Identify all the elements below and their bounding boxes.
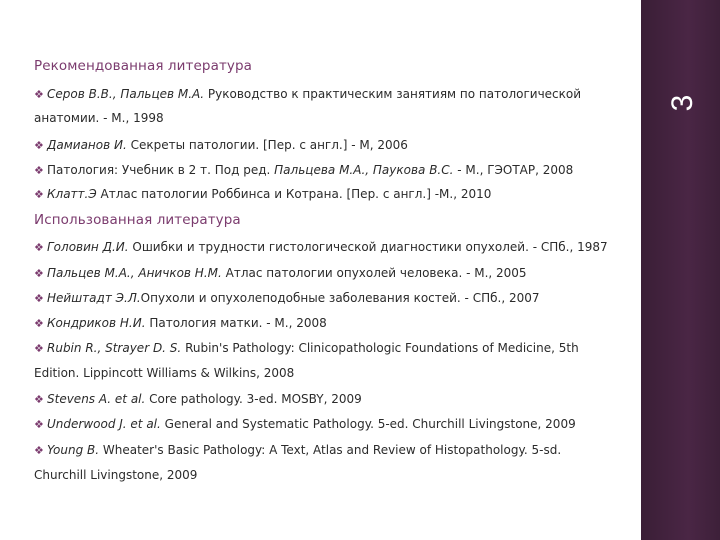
ref-item	[34, 266, 527, 280]
ref-text: Core pathology. 3-ed. MOSBY, 2009	[145, 392, 362, 406]
ref-text: Секреты патологии. [Пер. с англ.] - М, 2006	[126, 138, 408, 152]
ref-text: Wheater's Basic Pathology: A Text, Atlas and Review of Histopathology. 5-sd.	[99, 443, 562, 457]
ref-item-continuation: Churchill Livingstone, 2009	[34, 468, 198, 482]
bullet-icon: ❖	[34, 317, 44, 330]
ref-text: Ошибки и трудности гистологической диагностики опухолей. - СПб., 1987	[128, 240, 608, 254]
ref-text: Rubin's Pathology: Clinicopathologic Foundations of Medicine, 5th	[181, 341, 579, 355]
ref-author: Дамианов И.	[47, 138, 127, 152]
ref-author: Кондриков Н.И.	[47, 316, 146, 330]
ref-author: Пальцев М.А., Аничков Н.М.	[47, 266, 222, 280]
ref-item	[34, 138, 408, 152]
ref-item-continuation: анатомии. - М., 1998	[34, 111, 164, 125]
recommended-heading: Рекомендованная литература	[34, 58, 253, 74]
ref-text: Опухоли и опухолеподобные заболевания костей. - СПб., 2007	[140, 291, 540, 305]
ref-text: Атлас патологии опухолей человека. - М., 2005	[221, 266, 527, 280]
used-heading: Использованная литература	[34, 212, 241, 228]
ref-item	[34, 187, 491, 201]
ref-item	[34, 443, 561, 457]
slide-number	[641, 72, 720, 132]
ref-item	[34, 163, 573, 177]
ref-author: Головин Д.И.	[47, 240, 129, 254]
ref-text: General and Systematic Pathology. 5-ed. Churchill Livingstone, 2009	[160, 417, 576, 431]
ref-author: Rubin R., Strayer D. S.	[47, 341, 182, 355]
bullet-icon: ❖	[34, 393, 44, 406]
ref-item	[34, 417, 576, 431]
bullet-icon: ❖	[34, 267, 44, 280]
ref-author: Пальцева М.А., Паукова В.С.	[274, 163, 454, 177]
ref-item	[34, 316, 327, 330]
ref-item	[34, 392, 362, 406]
bullet-icon: ❖	[34, 241, 44, 254]
bullet-icon: ❖	[34, 292, 44, 305]
ref-author: Нейштадт Э.Л.	[47, 291, 141, 305]
ref-item	[34, 87, 581, 101]
ref-author: Клатт.Э	[47, 187, 97, 201]
ref-text: Руководство к практическим занятиям по патологической	[204, 87, 582, 101]
bullet-icon: ❖	[34, 418, 44, 431]
ref-prefix: Патология: Учебник в 2 т. Под ред.	[47, 163, 275, 177]
bullet-icon: ❖	[34, 188, 44, 201]
ref-author: Underwood J. et al.	[47, 417, 161, 431]
ref-item-continuation: Edition. Lippincott Williams & Wilkins, 2008	[34, 366, 295, 380]
bullet-icon: ❖	[34, 342, 44, 355]
bullet-icon: ❖	[34, 444, 44, 457]
ref-item	[34, 291, 539, 305]
bullet-icon: ❖	[34, 164, 44, 177]
ref-author: Young B.	[47, 443, 100, 457]
ref-item	[34, 341, 579, 355]
ref-item	[34, 240, 608, 254]
bullet-icon: ❖	[34, 88, 44, 101]
ref-text: Атлас патологии Роббинса и Котрана. [Пер. с англ.] -М., 2010	[96, 187, 492, 201]
slide-number-text: 3	[666, 92, 699, 112]
ref-text: Патология матки. - М., 2008	[145, 316, 327, 330]
ref-text: - М., ГЭОТАР, 2008	[453, 163, 574, 177]
bullet-icon: ❖	[34, 139, 44, 152]
ref-author: Серов В.В., Пальцев М.А.	[47, 87, 205, 101]
ref-author: Stevens A. et al.	[47, 392, 146, 406]
sidebar-band	[641, 0, 720, 540]
